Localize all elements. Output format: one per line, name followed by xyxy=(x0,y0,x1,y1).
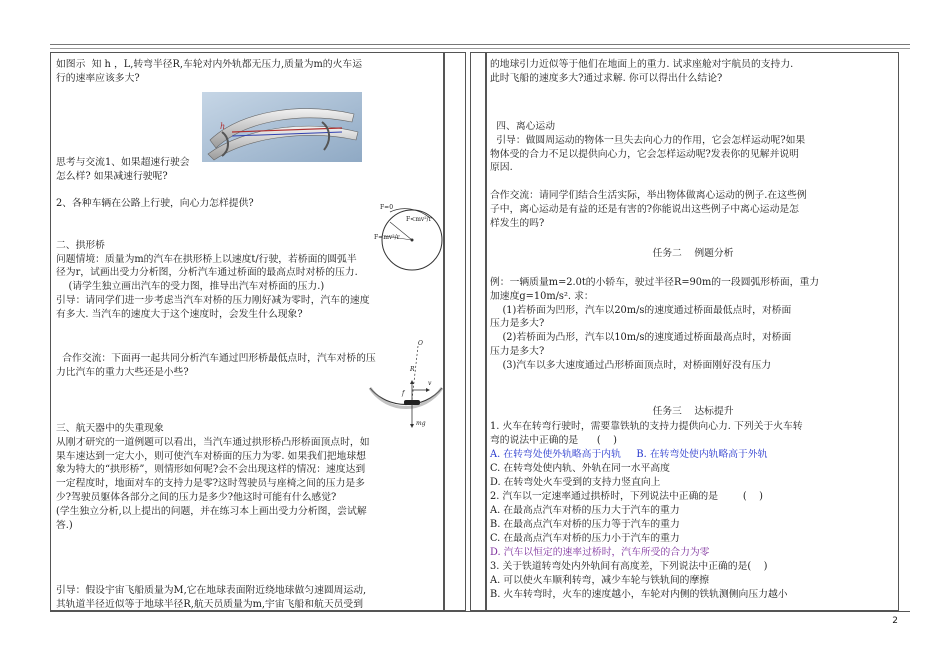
circle-label-top: F=0 xyxy=(380,204,394,211)
left-text-block-2: 思考与交流1、如果超速行驶会 怎么样? 如果减速行驶呢? 2、各种车辆在公路上行驶，向心力怎样提供? 二、拱形桥 问题情境：质量为m的汽车在拱形桥上以速度t/行驶，若桥面的圆弧半 径为r，试画出受力分析图，分析汽车通过桥面的最高点时对桥的压力. (请学生独立画出汽车的受力图，推导出汽车对桥面的压力.) 引导：请同学们进一步考虑当汽车对桥的压力刚好减为零时，汽车的速度 有多大. 当汽车的速度大于这个速度时，会发生什么现象? xyxy=(56,157,370,320)
header-rule-2 xyxy=(50,48,910,49)
centrifugal-circle-figure xyxy=(372,200,444,274)
bridge-label-f: f xyxy=(402,390,405,397)
curved-rail-figure xyxy=(202,92,362,162)
circle-label-mid: F<mv²/r xyxy=(406,216,432,223)
left-text-block-1: 如图示 知 h ，L,转弯半径R,车轮对内外轨都无压力,质量为m的火车运 行的速率应该多大? xyxy=(56,59,362,84)
question-2-option-abc: A. 在最高点汽车对桥的压力大于汽车的重力 B. 在最高点汽车对桥的压力等于汽车的重力 C. 在最高点汽车对桥的压力小于汽车的重力 xyxy=(490,505,680,544)
bend-label-h: h xyxy=(220,122,226,131)
example-problem: 例：一辆质量m=2.0t的小轿车，驶过半径R=90m的一段圆弧形桥面，重力 加速度g=10m/s². 求： (1)若桥面为凹形，汽车以20m/s的速度通过桥面最低点时，对桥面 压力是多大? (2)若桥面为凸形，汽车以10m/s的速度通过桥面最高点时，对桥面 压力是多大? (3)汽车以多大速度通过凸形桥面顶点时，对桥面刚好没有压力 xyxy=(490,277,820,371)
question-3-options: A. 可以使火车顺利转弯，减少车轮与铁轨间的摩擦 B. 火车转弯时，火车的速度越小，车轮对内侧的铁轨测侧向压力越小 xyxy=(490,575,788,600)
right-margin-column xyxy=(470,52,486,611)
bridge-label-mg: mg xyxy=(416,420,426,427)
question-2-option-d: D. 汽车以恒定的速率过桥时，汽车所受的合力为零 xyxy=(490,547,710,558)
left-text-block-4: 三、航天器中的失重现象 从刚才研究的一道例题可以看出，当汽车通过拱形桥凸形桥面顶点时，如 果车速达到一定大小，则可使汽车对桥面的压力为零. 如果我们把地球想 象为特大的“拱形桥”，则情形如何呢?会不会出现这样的情况：速度达到 一定程度时，地面对车的支持力是零?这时驾驶员与座椅之间的压力是多 少?驾驶员躯体各部分之间的压力是多少?他这时可能有什么感觉? (学生独立分析,以上提出的问题，并在练习本上画出受力分析图，尝试解 答.) xyxy=(56,423,370,531)
question-1-stem: 1. 火车在转弯行驶时，需要靠铁轨的支持力提供向心力. 下列关于火车转 弯的说法中正确的是 ( ) xyxy=(490,421,803,446)
bridge-label-r: R xyxy=(410,366,415,373)
right-text-block-1: 的地球引力近似等于他们在地面上的重力. 试求座舱对宇航员的支持力. 此时飞船的速度多大?通过求解. 你可以得出什么结论? xyxy=(490,59,794,84)
right-text-block-2: 四、离心运动 引导：做圆周运动的物体一旦失去向心力的作用，它会怎样运动呢?如果 物体受的合力不足以提供向心力，它会怎样运动呢?发表你的见解并说明 原因. 合作交流：请同学们结合生活实际，举出物体做离心运动的例子.在这些例 子中，离心运动是有益的还是有害的?你能说出这些例子中离心运动是怎 样发生的吗? xyxy=(490,121,807,229)
left-margin-column xyxy=(444,52,466,611)
bridge-label-v: v xyxy=(428,380,432,387)
left-text-block-3: 合作交流：下面再一起共同分析汽车通过凹形桥最低点时，汽车对桥的压 力比汽车的重力大些还是小些? xyxy=(56,353,376,378)
question-1-option-cd: C. 在转弯处使内轨、外轨在同一水平高度 D. 在转弯处火车受到的支持力竖直向上 xyxy=(490,463,670,488)
header-rule xyxy=(50,44,910,45)
task3-title: 任务三 达标提升 xyxy=(652,406,734,417)
concave-bridge-figure xyxy=(368,340,444,430)
task2-title: 任务二 例题分析 xyxy=(652,248,734,259)
circle-label-low: F=mv²/r xyxy=(374,234,400,241)
question-2-stem: 2. 汽车以一定速率通过拱桥时，下列说法中正确的是 ( ) xyxy=(490,491,764,502)
question-3-stem: 3. 关于铁道转弯处内外轨间有高度差，下列说法中正确的是( ) xyxy=(490,561,768,572)
bridge-label-o: O xyxy=(418,340,423,347)
left-text-block-5: 引导：假设宇宙飞船质量为M,它在地球表面附近绕地球做匀速圆周运动, 其轨道半径近似等于地球半径R,航天员质量为m,宇宙飞船和航天员受到 xyxy=(56,585,367,610)
question-1-option-ab: A. 在转弯处使外轨略高于内轨 B. 在转弯处使内轨略高于外轨 xyxy=(490,449,768,460)
page-number: 2 xyxy=(892,616,898,626)
footer-rule xyxy=(50,611,910,612)
